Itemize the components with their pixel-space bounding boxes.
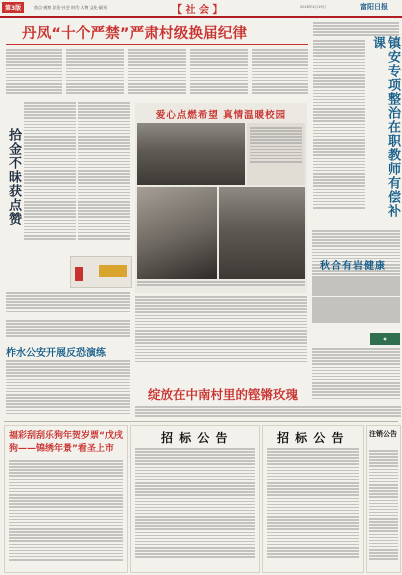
ad-lottery-body bbox=[9, 460, 123, 568]
promo-banner bbox=[99, 265, 127, 277]
left-article-body-2 bbox=[78, 102, 130, 252]
page-header bbox=[0, 0, 402, 18]
main-article-col-2 bbox=[66, 49, 124, 97]
promo-figure-icon bbox=[75, 267, 83, 281]
right-lower-article bbox=[312, 348, 400, 404]
ad-cancellation-title: 注销公告 bbox=[369, 430, 397, 438]
left-vertical-headline: 拾金不昧获点赞 bbox=[6, 128, 21, 226]
ad-tender-2 bbox=[262, 425, 364, 573]
section-nav: 焦点·观察 法治·社会 时代·人物 文化·副刊 bbox=[34, 5, 107, 10]
ad-tender-1 bbox=[130, 425, 260, 573]
left-article-tail bbox=[6, 292, 130, 316]
photo-captions bbox=[137, 281, 305, 291]
right-article-body bbox=[313, 40, 365, 226]
main-article-col-4 bbox=[190, 49, 248, 97]
right-sponsor-logo: ◉ bbox=[370, 333, 400, 345]
main-article-col-3 bbox=[128, 49, 186, 97]
ad-cancellation bbox=[366, 425, 401, 573]
mid-left-article bbox=[6, 360, 130, 418]
issue-date: 2016年4月19日 bbox=[300, 5, 327, 9]
ad-tender-2-body bbox=[267, 448, 359, 568]
right-middle-article-2 bbox=[312, 278, 400, 330]
right-middle-headline: 秋合有岩健康 bbox=[320, 261, 386, 272]
right-vertical-headline: 镇安专项整治在职教师有偿补课 bbox=[370, 36, 400, 218]
section-title: 【 社 会 】 bbox=[172, 5, 223, 16]
ad-tender-1-title: 招 标 公 告 bbox=[161, 431, 229, 445]
ads-divider bbox=[4, 421, 398, 422]
main-article-col-5 bbox=[252, 49, 308, 97]
ad-tender-2-title: 招 标 公 告 bbox=[277, 431, 345, 445]
main-headline: 丹凤“十个严禁”严肃村级换届纪律 bbox=[22, 26, 248, 42]
mid-left-intro bbox=[6, 320, 130, 342]
promo-graphic bbox=[70, 256, 132, 288]
ad-lottery-headline: 福彩刮刮乐狗年贺岁票“戊戌狗——锦绣年景”看圣上市 bbox=[9, 431, 123, 454]
center-bottom-headline: 绽放在中南村里的铿锵玫瑰 bbox=[148, 387, 299, 402]
center-article-top bbox=[135, 296, 307, 368]
ad-lottery bbox=[4, 425, 128, 573]
paper-logo: 富阳日报 bbox=[360, 2, 388, 11]
photo-feature-header bbox=[135, 103, 307, 121]
photo-top-left bbox=[137, 123, 245, 185]
photo-top-right-text bbox=[247, 123, 305, 185]
photo-bottom-right bbox=[219, 187, 305, 279]
photo-feature bbox=[135, 103, 307, 293]
ad-cancellation-body bbox=[369, 450, 398, 568]
mid-left-headline: 柞水公安开展反恐演练 bbox=[6, 348, 106, 359]
main-article-col-1 bbox=[6, 49, 62, 97]
left-article-body bbox=[24, 102, 76, 252]
headline-rule bbox=[6, 44, 308, 45]
photo-feature-title: 爱心点燃希望 真情温暖校园 bbox=[155, 110, 287, 121]
center-article-bottom bbox=[135, 406, 401, 420]
ad-tender-1-body bbox=[135, 448, 255, 568]
photo-bottom-left bbox=[137, 187, 217, 279]
page-number: 第3版 bbox=[2, 2, 24, 13]
